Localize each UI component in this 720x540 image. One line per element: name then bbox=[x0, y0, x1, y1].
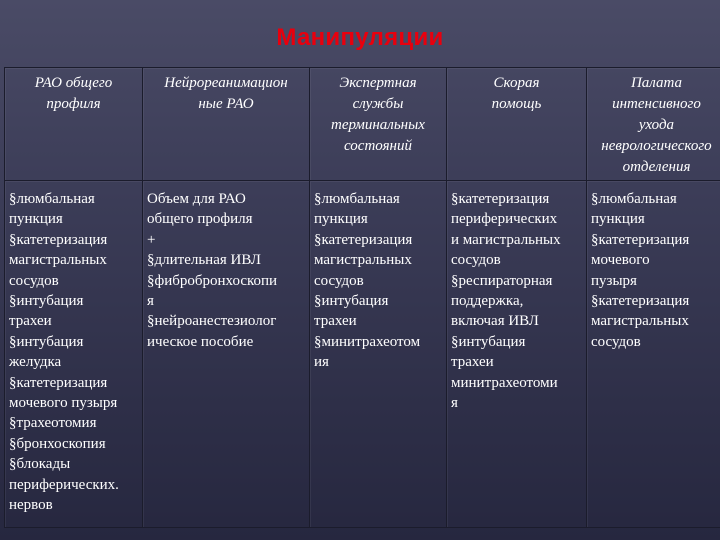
cell-line: магистральных bbox=[314, 252, 412, 269]
body-cell bbox=[310, 181, 447, 528]
header-text bbox=[310, 68, 446, 157]
cell-line: §люмбальная bbox=[314, 191, 400, 207]
cell-line: сосудов bbox=[591, 333, 641, 350]
cell-line: §фибробронхоскопи bbox=[147, 272, 278, 289]
cell-line: ия bbox=[314, 354, 329, 371]
header-cell bbox=[587, 68, 720, 181]
cell-line: ическое пособие bbox=[147, 333, 254, 350]
cell-line: §люмбальная bbox=[591, 191, 677, 207]
cell-line: желудка bbox=[9, 354, 62, 371]
header-line: Нейрореанимацион bbox=[164, 75, 288, 91]
cell-line: и магистральных bbox=[451, 231, 561, 248]
header-text bbox=[447, 68, 586, 115]
body-cell bbox=[447, 181, 587, 528]
cell-line: §интубация bbox=[314, 293, 389, 310]
header-cell bbox=[310, 68, 447, 181]
cell-line: §минитрахеотом bbox=[314, 333, 421, 350]
cell-line: §длительная ИВЛ bbox=[147, 252, 261, 269]
header-line: профиля bbox=[46, 96, 101, 112]
header-cell bbox=[143, 68, 310, 181]
header-line: помощь bbox=[491, 96, 542, 112]
header-line: РАО общего bbox=[34, 75, 113, 91]
cell-line: трахеи bbox=[9, 313, 52, 330]
cell-line: пункция bbox=[591, 211, 645, 228]
cell-line: минитрахеотоми bbox=[451, 374, 558, 391]
cell-text bbox=[310, 181, 446, 373]
cell-line: §катетеризация bbox=[9, 231, 108, 248]
cell-text bbox=[587, 181, 720, 352]
cell-line: мочевого пузыря bbox=[9, 395, 118, 412]
cell-line: + bbox=[147, 231, 156, 248]
cell-text bbox=[143, 181, 309, 352]
body-cell bbox=[143, 181, 310, 528]
cell-line: §интубация bbox=[451, 333, 526, 350]
cell-line: §бронхоскопия bbox=[9, 435, 106, 452]
cell-line: сосудов bbox=[314, 272, 364, 289]
header-row bbox=[5, 68, 720, 181]
header-line: интенсивного bbox=[612, 96, 701, 112]
cell-line: §катетеризация bbox=[591, 293, 690, 310]
cell-line: §катетеризация bbox=[314, 231, 413, 248]
cell-line: §катетеризация bbox=[591, 231, 690, 248]
header-line: неврологического bbox=[601, 138, 712, 154]
header-line: Палата bbox=[630, 75, 683, 91]
header-line: ухода bbox=[638, 117, 675, 133]
cell-line: §нейроанестезиолог bbox=[147, 313, 277, 330]
body-cell bbox=[5, 181, 143, 528]
cell-line: Объем для РАО bbox=[147, 191, 246, 207]
cell-line: общего профиля bbox=[147, 211, 253, 228]
cell-line: §интубация bbox=[9, 293, 84, 310]
cell-line: мочевого bbox=[591, 252, 650, 269]
cell-line: пункция bbox=[9, 211, 63, 228]
header-line: отделения bbox=[622, 159, 691, 175]
cell-line: включая ИВЛ bbox=[451, 313, 539, 330]
cell-line: пункция bbox=[314, 211, 368, 228]
cell-line: пузыря bbox=[591, 272, 637, 289]
cell-line: нервов bbox=[9, 497, 53, 514]
header-text bbox=[587, 68, 720, 178]
header-line: Экспертная bbox=[339, 75, 417, 91]
header-line: терминальных bbox=[331, 117, 425, 133]
cell-line: §катетеризация bbox=[451, 191, 550, 207]
cell-line: периферических. bbox=[9, 476, 119, 493]
header-cell bbox=[447, 68, 587, 181]
cell-line: я bbox=[147, 293, 154, 310]
header-text bbox=[143, 68, 309, 115]
header-line: состояний bbox=[344, 138, 412, 154]
cell-line: §люмбальная bbox=[9, 191, 95, 207]
cell-line: я bbox=[451, 395, 458, 412]
cell-line: магистральных bbox=[591, 313, 689, 330]
cell-text bbox=[447, 181, 586, 413]
cell-line: §трахеотомия bbox=[9, 415, 97, 432]
slide-title: Манипуляции bbox=[276, 24, 444, 51]
cell-line: §блокады bbox=[9, 456, 71, 473]
cell-line: трахеи bbox=[314, 313, 357, 330]
cell-line: поддержка, bbox=[451, 293, 524, 310]
cell-text bbox=[5, 181, 142, 516]
cell-line: трахеи bbox=[451, 354, 494, 371]
header-cell bbox=[5, 68, 143, 181]
cell-line: §интубация bbox=[9, 333, 84, 350]
header-line: ные РАО bbox=[198, 96, 254, 112]
manipulations-table bbox=[4, 67, 720, 528]
cell-line: сосудов bbox=[451, 252, 501, 269]
cell-line: периферических bbox=[451, 211, 558, 228]
cell-line: сосудов bbox=[9, 272, 59, 289]
header-line: службы bbox=[352, 96, 404, 112]
cell-line: §респираторная bbox=[451, 272, 553, 289]
header-line: Скорая bbox=[493, 75, 540, 91]
cell-line: §катетеризация bbox=[9, 374, 108, 391]
cell-line: магистральных bbox=[9, 252, 107, 269]
body-row bbox=[5, 181, 720, 528]
body-cell bbox=[587, 181, 720, 528]
header-text bbox=[5, 68, 142, 115]
